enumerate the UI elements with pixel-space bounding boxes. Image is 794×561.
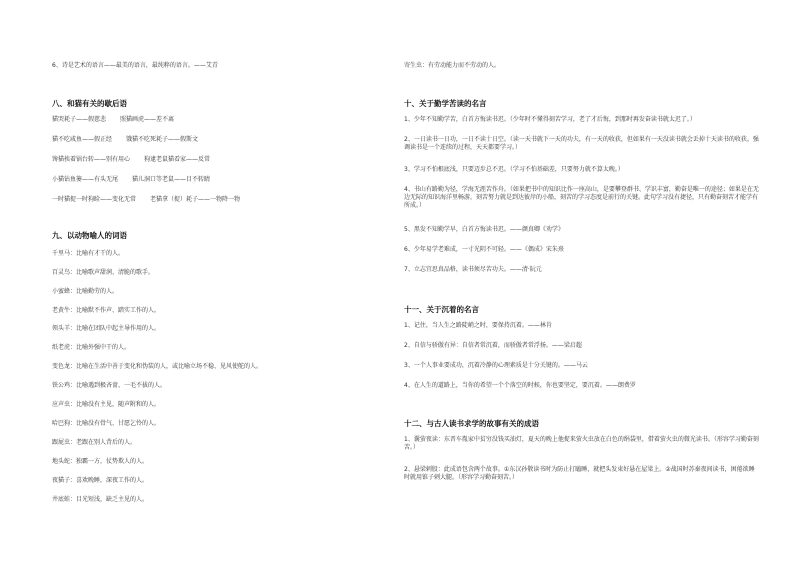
animal-term-item: 铁公鸡：比喻遇到极吝啬、一毛不拔的人。	[52, 382, 167, 389]
section-8-title: 八、和猫有关的歇后语	[52, 99, 127, 108]
idiom-item: 1、囊萤夜读：东晋车胤家中贫穷没钱买油灯，夏天的晚上他捉来萤火虫放在白色的绢袋里，借着萤火虫的微光读书。（形容学习勤奋刻苦。）	[404, 436, 759, 451]
quote-item: 2、一日读书一日功，一日不读十日空。（读一天书就下一天的功夫，有一天的收获，但如果有一天没读书就会丢掉十天读书的收获。强调读书是一个连续的过程，天天都要学习。）	[404, 136, 759, 151]
xiehouyu-row: 猫不吃咸鱼——假正经 饿猫不吃死耗子——假斯文	[52, 136, 199, 143]
animal-term-item: 变色龙：比喻在生活中善于变化和伪装的人，或比喻立场不稳、见风使舵的人。	[52, 363, 263, 370]
quote-item: 1、记住，当人生之路陡峭之时，要保持沉着。——林肯	[404, 322, 552, 329]
section-11-title: 十一、关于沉着的名言	[404, 305, 479, 314]
quote-item: 4、书山有路勤为径，学海无涯苦作舟。（如果把书中的知识比作一座高山，是要攀登群书、学识丰富，勤奋是唯一的途径；如果是在无边无际的知识海洋里畅游，刻苦努力就是到达彼岸的小船，刻苦的学习态度是前行的关键。此句学习没有捷径，只有勤奋刻苦才能学有所成。）	[404, 186, 759, 209]
animal-term-item: 地头蛇：独霸一方，仗势欺人的人。	[52, 458, 149, 465]
quote-item: 3、学习不怕根底浅，只要迈步总不迟。（学习不怕基础差，只要努力就不算太晚。）	[404, 166, 624, 173]
poem-quote-line: 6、诗是艺术的语言——最美的语言，最纯粹的语言。——艾青	[52, 62, 218, 69]
animal-term-item: 纸老虎：比喻外强中干的人。	[52, 344, 131, 351]
xiehouyu-row: 馋猫挨着锅台转——别有用心 狗逮老鼠猫看家——反常	[52, 156, 211, 163]
parasite-term-line: 寄生虫：有劳动能力而不劳动的人。	[404, 62, 501, 69]
section-9-title: 九、以动物喻人的词语	[52, 231, 127, 240]
quote-item: 6、少年易学老难成，一寸光阴不可轻。——《偶成》宋朱熹	[404, 246, 564, 253]
section-12-title: 十二、与古人读书求学的故事有关的成语	[404, 419, 539, 428]
quote-item: 4、在人生的道路上，当你的希望一个个落空的时候，你也要坚定，要沉着。——朗费罗	[404, 382, 636, 389]
quote-item: 5、黑发不知勤学早，白首方悔读书迟。——颜真卿《劝学》	[404, 226, 564, 233]
quote-item: 1、少年不知勤学苦，白首方悔读书迟。（少年时不懂得刻苦学习，老了才后悔，到那时再发奋读书就太迟了。）	[404, 116, 696, 123]
animal-term-item: 应声虫：比喻没有主见，随声附和的人。	[52, 401, 161, 408]
animal-term-item: 老黄牛：比喻默不作声、踏实工作的人。	[52, 307, 161, 314]
animal-term-item: 千里马：比喻有才干的人。	[52, 250, 125, 257]
animal-term-item: 跟屁虫：老跟在别人背后的人。	[52, 439, 137, 446]
quote-item: 2、自信与骄傲有异：自信者常沉着，而骄傲者常浮扬。——梁启超	[404, 342, 582, 349]
xiehouyu-row: 一时猫捉一时狗睑——变化无常 老猫拿（捉）耗子——一物降一物	[52, 196, 241, 203]
quote-item: 3、一个人事业要成功，沉着冷静的心理素质是十分关键的。——马云	[404, 362, 588, 369]
animal-term-item: 井底蛙：目光短浅，缺乏主见的人。	[52, 496, 149, 503]
xiehouyu-row: 猫哭耗子——假慈悲 照猫画虎——差不离	[52, 116, 175, 123]
quote-item: 7、立志宜思真品格，读书须尽苦功夫。——清·阮元	[404, 266, 542, 273]
idiom-item: 2、悬梁刺股：此成语包含两个故事。①东汉孙敬读书时为防止打瞌睡，就把头发束好悬在屋梁上。②战国时苏秦夜间读书，困倦欲睡时就用锥子刺大腿。（形容学习勤奋刻苦。）	[404, 466, 755, 481]
animal-term-item: 夜猫子：喜欢晚睡，深夜工作的人。	[52, 477, 149, 484]
xiehouyu-row: 小猫钻鱼篓——有头无尾 猫儿洞口等老鼠——目不转睛	[52, 176, 211, 183]
animal-term-item: 领头羊：比喻在团队中起主导作用的人。	[52, 325, 161, 332]
section-10-title: 十、关于勤学苦读的名言	[404, 99, 487, 108]
animal-term-item: 小蜜蜂：比喻勤劳的人。	[52, 288, 119, 295]
animal-term-item: 哈巴狗：比喻没有骨气、甘愿乞怜的人。	[52, 420, 161, 427]
animal-term-item: 百灵鸟：比喻歌声甜润、清脆的歌手。	[52, 269, 155, 276]
